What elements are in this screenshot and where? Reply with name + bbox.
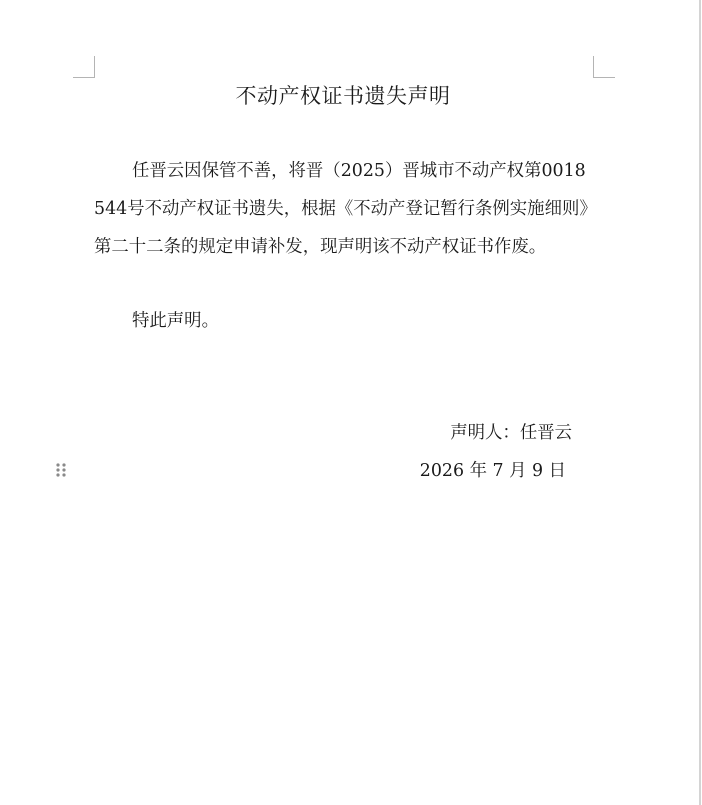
top-left-margin-marker <box>73 56 95 78</box>
signature-date[interactable]: 2026 年 7 月 9 日 <box>419 461 566 481</box>
drag-handle-icon[interactable] <box>56 463 66 477</box>
signature-line[interactable]: 声明人：任晋云 <box>450 423 572 443</box>
top-right-margin-marker <box>593 56 615 78</box>
page-edge-divider <box>699 0 701 805</box>
closing-paragraph[interactable]: 特此声明。 <box>132 311 219 331</box>
document-body-paragraph[interactable]: 任晋云因保管不善，将晋（2025）晋城市不动产权第0018544号不动产权证书遗失，根据《不动产登记暂行条例实施细则》第二十二条的规定申请补发，现声明该不动产权证书作废。 <box>94 161 589 257</box>
document-title[interactable]: 不动产权证书遗失声明 <box>235 84 451 108</box>
